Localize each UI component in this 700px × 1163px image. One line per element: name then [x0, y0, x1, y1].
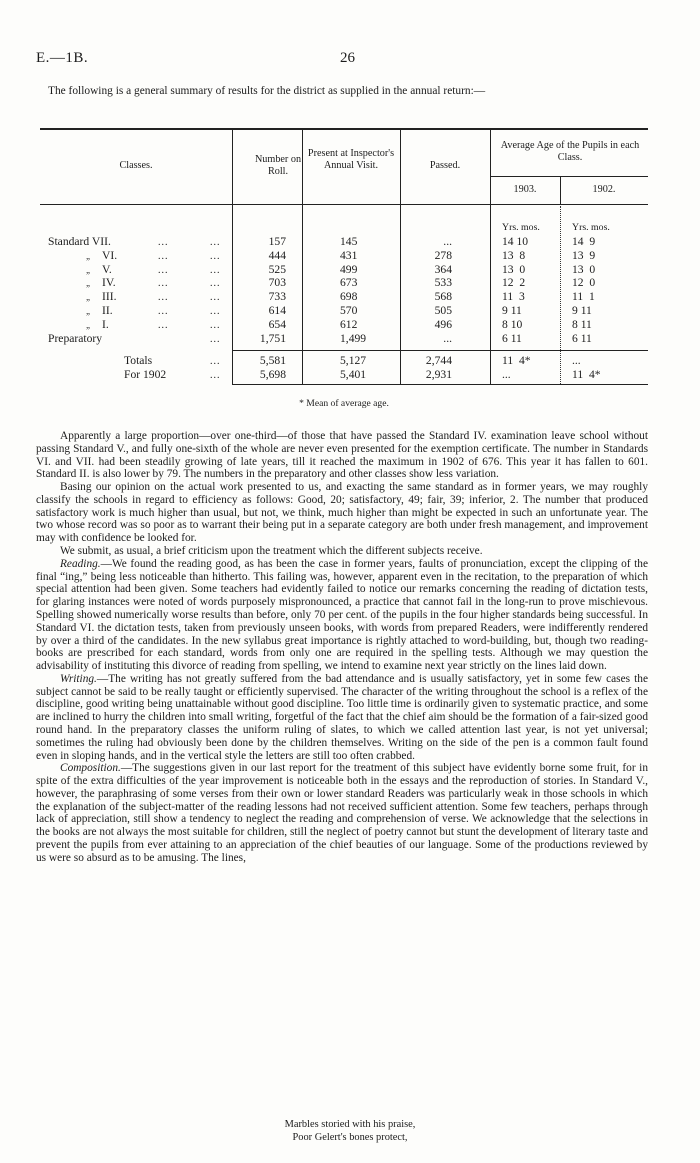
cell-number-on-roll: 5,698 — [259, 368, 286, 381]
cell-age-1903: 13 8 — [502, 248, 526, 262]
cell-passed: 568 — [434, 290, 452, 304]
leader-dots: ... — [158, 292, 169, 304]
cell-age-1903: 13 0 — [502, 262, 526, 276]
cell-present: 5,127 — [340, 354, 367, 367]
cell-age-1902: 11 4* — [572, 368, 601, 381]
summary-table — [40, 128, 648, 409]
cell-number-on-roll: 157 — [268, 235, 286, 248]
cell-passed: 278 — [434, 248, 452, 262]
cell-age-1902: 8 11 — [572, 317, 592, 331]
header-bottom-rule — [40, 204, 648, 205]
report-body — [36, 430, 648, 865]
writing-heading: Writing. — [60, 672, 97, 685]
cell-age-1902: 11 1 — [572, 290, 595, 304]
reading-paragraph — [36, 558, 648, 673]
leader-dots: ... — [158, 237, 169, 248]
ditto-mark: „ — [86, 264, 92, 275]
cell-passed: ... — [443, 331, 452, 345]
cell-number-on-roll: 444 — [268, 248, 286, 262]
cell-present: 145 — [340, 235, 358, 248]
header-number-on-roll: Number on Roll. — [254, 154, 302, 177]
table-top-rule — [40, 128, 648, 130]
cell-present: 499 — [340, 262, 358, 276]
composition-paragraph — [36, 762, 648, 864]
page-number: 26 — [340, 50, 355, 66]
cell-age-1902: 14 9 — [572, 235, 596, 248]
cell-number-on-roll: 525 — [268, 262, 286, 276]
cell-age-1902: 13 9 — [572, 248, 596, 262]
ditto-mark: „ — [86, 250, 92, 261]
cell-age-1903: 14 10 — [502, 235, 529, 248]
intro-text: The following is a general summary of results for the district as supplied in the annual return:— — [48, 85, 486, 97]
col-rule-5-dotted — [560, 206, 561, 384]
cell-age-1903: 12 2 — [502, 276, 526, 290]
table-footnote: * Mean of average age. — [299, 398, 389, 409]
leader-dots: ... — [210, 250, 221, 262]
leader-dots: ... — [210, 237, 221, 248]
cell-present: 673 — [340, 276, 358, 290]
totals-label: Totals — [124, 354, 153, 367]
paragraph-3: We submit, as usual, a brief criticism upon the treatment which the different subjects receive. — [60, 545, 483, 558]
row-class-label: II. — [102, 304, 113, 317]
header-year-1903: 1903. — [513, 184, 537, 195]
cell-passed: 364 — [434, 262, 452, 276]
cell-number-on-roll: 733 — [268, 290, 286, 304]
totals-label: For 1902 — [124, 368, 167, 381]
leader-dots: ... — [158, 264, 169, 276]
cell-age-1903: 8 10 — [502, 317, 523, 331]
composition-text: —The suggestions given in our last report for the treatment of this subject have evidently borne some fruit, for in spite of the extra difficulties of the year improvement is noticeable both in the essays and the reproduction of stories. In Standard V., however, the paraphrasing of some verses from their own or lower standard Readers was particularly weak in those schools in which the explanation of the subject-matter of the reading lessons had not received sufficient attention. Some few teachers, perhaps through lack of appreciation, still show a tendency to neglect the reading and comprehension of verse. We acknowledge that the selections in the books are not always the most suitable for children, still the neglect of poetry cannot but stunt the development of literary taste and prevent the pupils from ever attaining to an appreciation of the chief beauties of our language. Some of the productions reviewed by us were so absurd as to be amusing. The lines, — [36, 762, 648, 864]
cell-passed: 505 — [434, 304, 452, 317]
cell-number-on-roll: 703 — [268, 276, 286, 290]
row-class-label: Preparatory — [48, 331, 103, 345]
cell-present: 431 — [340, 248, 358, 262]
leader-dots: ... — [210, 264, 221, 276]
units-1903: Yrs. mos. — [502, 222, 540, 233]
writing-text: —The writing has not greatly suffered from the bad attendance and is usually satisfactory, yet in some few cases the subject cannot be said to be really taught or efficiently supervised. The character of the writing throughout the school is a reflex of the discipline, good writing being unattainable without good discipline. Too little time is ordinarily given to systematic practice, and some are inclined to hurry the children into small writing, forgetful of the fact that the chief aim should be the formation of a fair-sized good round hand. In the preparatory classes the uniform ruling of slates, to which we called attention last year, is not yet universal; sometimes the ruling had obviously been done by the children themselves. Writing on the side of the pen is a common fault found even in sloping hands, and in the vertical style the letters are still too often crabbed. — [36, 672, 648, 762]
verse-line-1: Marbles storied with his praise, — [284, 1119, 416, 1130]
cell-age-1902: 13 0 — [572, 262, 596, 276]
row-class-label: IV. — [102, 276, 116, 290]
writing-paragraph — [36, 673, 648, 762]
leader-dots: ... — [210, 306, 221, 317]
header-present: Present at Inspector's Annual Visit. — [307, 148, 395, 171]
row-class-label: VI. — [102, 248, 118, 262]
leader-dots: ... — [210, 356, 221, 367]
totals-rule — [232, 350, 648, 351]
verse-line-2: Poor Gelert's bones protect, — [292, 1132, 408, 1143]
header-year-1902: 1902. — [592, 184, 616, 195]
cell-age-1902: ... — [572, 354, 581, 367]
leader-dots: ... — [210, 319, 221, 331]
cell-present: 570 — [340, 304, 358, 317]
average-age-rule — [490, 176, 648, 177]
row-class-label: V. — [102, 262, 112, 276]
reading-heading: Reading. — [60, 557, 101, 570]
reading-text: —We found the reading good, as has been the case in former years, faults of pronunciation, except the clipping of the final “ing,” being less noticeable than hitherto. This failing was, however, apparent even in the recitation, to the preparation of which special attention had been given. Some teachers had evidently failed to notice our remarks concerning the reading of dictation tests, for glaring instances were noted of words purposely mispronounced, a practice that cannot fail in the long-run to prove mischievous. Spelling showed numerically worse results than before, only 70 per cent. of the pupils in the four higher standards being successful. In Standard VI. the dictation tests, taken from previously unseen books, with words from prepared Readers, were indifferently rendered by over a third of the candidates. In the new syllabus great importance is rightly attached to word-building, but, though two reading-books are prescribed for each standard, words from only one are required in the spelling tests. Although we may question the advisability of instituting this divorce of reading from spelling, we intend to examine next year strictly on the lines laid down. — [36, 557, 648, 673]
table-bottom-rule — [232, 384, 648, 385]
units-1902: Yrs. mos. — [572, 222, 610, 233]
col-rule-1 — [232, 128, 233, 384]
cell-age-1903: 11 3 — [502, 290, 525, 304]
cell-passed: 2,931 — [425, 368, 452, 381]
header-average-age: Average Age of the Pupils in each Class. — [500, 140, 640, 163]
cell-passed: 2,744 — [425, 354, 452, 367]
leader-dots: ... — [210, 278, 221, 290]
header-classes: Classes. — [119, 160, 153, 171]
cell-age-1903: 6 11 — [502, 331, 522, 345]
cell-passed: 533 — [434, 276, 452, 290]
col-rule-3 — [400, 128, 401, 384]
quoted-verse — [0, 1118, 700, 1144]
intro-paragraph — [48, 84, 648, 99]
cell-age-1902: 9 11 — [572, 304, 592, 317]
cell-present: 1,499 — [340, 331, 367, 345]
ditto-mark: „ — [86, 292, 92, 303]
cell-number-on-roll: 5,581 — [259, 354, 286, 367]
leader-dots: ... — [210, 292, 221, 304]
cell-age-1903: ... — [502, 368, 511, 381]
col-rule-4 — [490, 128, 491, 384]
row-class-label: III. — [102, 290, 117, 304]
document-reference: E.—1B. — [36, 50, 89, 66]
cell-age-1903: 11 4* — [502, 354, 531, 367]
cell-present: 5,401 — [340, 368, 367, 381]
composition-heading: Composition. — [60, 762, 121, 775]
ditto-mark: „ — [86, 319, 92, 330]
header-passed: Passed. — [429, 160, 461, 171]
cell-number-on-roll: 1,751 — [259, 331, 286, 345]
cell-age-1902: 12 0 — [572, 276, 596, 290]
cell-age-1902: 6 11 — [572, 331, 592, 345]
row-class-label: I. — [102, 317, 109, 331]
paragraph-2: Basing our opinion on the actual work presented to us, and exacting the same standard as in former years, we may roughly classify the schools in regard to efficiency as follows: Good, 20; satisfactory, 49; fair, 39; inferior, 2. The number that produced satisfactory work is much higher than usual, but not, we think, much higher than might be expected in such an unfortunate year. The two whose record was so poor as to warrant their being put in a separate category are both under fresh management, and improvement may with confidence be looked for. — [36, 481, 648, 545]
leader-dots: ... — [210, 333, 221, 345]
ditto-mark: „ — [86, 306, 92, 316]
row-class-label: Standard VII. — [48, 235, 111, 248]
leader-dots: ... — [158, 319, 169, 331]
cell-present: 698 — [340, 290, 358, 304]
leader-dots: ... — [158, 250, 169, 262]
cell-number-on-roll: 614 — [268, 304, 286, 317]
cell-age-1903: 9 11 — [502, 304, 522, 317]
leader-dots: ... — [158, 278, 169, 290]
leader-dots: ... — [158, 306, 169, 317]
cell-present: 612 — [340, 317, 358, 331]
cell-passed: 496 — [434, 317, 452, 331]
ditto-mark: „ — [86, 278, 92, 289]
cell-number-on-roll: 654 — [268, 317, 286, 331]
paragraph-1: Apparently a large proportion—over one-third—of those that have passed the Standard IV. examination leave school without passing Standard V., and fully one-sixth of the whole are never even presented for the exemption certificate. The number in Standards VI. and VII. had been steadily growing of late years, till it reached the maximum in 1902 of 676. This year it has fallen to 601. Standard II. is also lower by 79. The numbers in the preparatory and other classes show less variation. — [36, 430, 648, 481]
cell-passed: ... — [443, 235, 452, 248]
leader-dots: ... — [210, 370, 221, 381]
